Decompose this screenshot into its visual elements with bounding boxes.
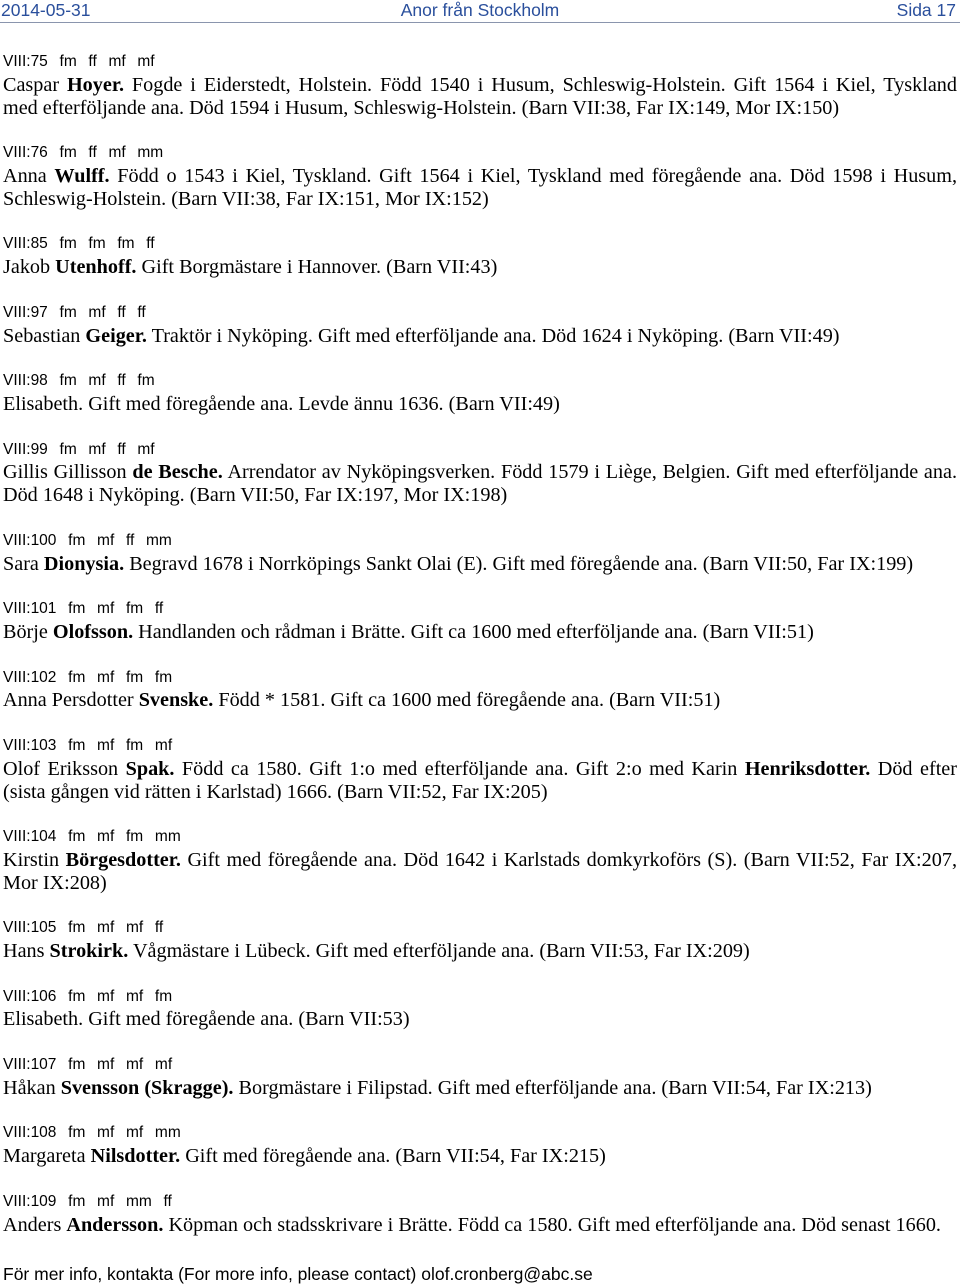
entry-body-line <box>3 393 957 416</box>
entry-surname: Hoyer. <box>66 73 124 96</box>
entry-text: Fogde i Eiderstedt, Holstein. Född 1540 i Husum, Schleswig-Holstein. Gift 1564 i Kiel, Tyskland <box>124 73 957 96</box>
ancestor-entry <box>3 142 957 210</box>
entry-body-line <box>3 849 957 872</box>
entry-heading: VIII:102 fm mf fm fm <box>3 668 173 686</box>
header-title: Anor från Stockholm <box>400 0 560 20</box>
entry-text: (sista gången vid rätten i Karlstad) 1666. (Barn VII:52, Far IX:205) <box>3 780 548 803</box>
ancestor-entry <box>3 917 957 963</box>
entry-surname: Börgesdotter. <box>65 848 181 871</box>
page-header <box>0 0 960 21</box>
entry-heading: VIII:107 fm mf mf mf <box>3 1056 173 1074</box>
entry-surname: Andersson. <box>66 1213 164 1236</box>
ancestor-entry <box>3 1054 957 1100</box>
entry-surname: Dionysia. <box>43 552 125 575</box>
entry-text: Traktör i Nyköping. Gift med efterföljande ana. Död 1624 i Nyköping. (Barn VII:49) <box>146 324 840 347</box>
entry-heading: VIII:104 fm mf fm mm <box>3 828 181 846</box>
entry-body-line <box>3 165 957 188</box>
entry-text: Född * 1581. Gift ca 1600 med föregående ana. (Barn VII:51) <box>213 689 721 712</box>
ancestor-entry <box>3 530 957 576</box>
entry-text: Börje <box>3 620 53 643</box>
ancestor-entry <box>3 1191 957 1237</box>
entry-heading: VIII:106 fm mf mf fm <box>3 987 173 1005</box>
entry-heading: VIII:105 fm mf mf ff <box>3 919 164 937</box>
entry-text: Gift Borgmästare i Hannover. (Barn VII:43) <box>136 256 498 279</box>
entry-body-line <box>3 1008 957 1031</box>
ancestor-entry <box>3 370 957 416</box>
entry-body-line <box>3 781 957 804</box>
entry-text: Vågmästare i Lübeck. Gift med efterföljande ana. (Barn VII:53, Far IX:209) <box>128 940 750 963</box>
entry-heading: VIII:98 fm mf ff fm <box>3 372 155 390</box>
entry-text: Anna <box>3 164 55 187</box>
entry-heading: VIII:76 fm ff mf mm <box>3 144 164 162</box>
entry-body-line <box>3 940 957 963</box>
entry-text: Elisabeth. Gift med föregående ana. (Barn VII:53) <box>3 1008 410 1031</box>
entry-text: Håkan <box>3 1076 61 1099</box>
entry-text: Elisabeth. Gift med föregående ana. Levde ännu 1636. (Barn VII:49) <box>3 392 560 415</box>
entry-surname: Svenske. <box>138 689 214 712</box>
entry-text: Gift med föregående ana. Död 1642 i Karlstads domkyrkoförs (S). (Barn VII:52, Far IX:207, <box>180 848 957 871</box>
entry-text: Kirstin <box>3 848 66 871</box>
entry-heading: VIII:108 fm mf mf mm <box>3 1124 181 1142</box>
entry-text: Schleswig-Holstein. (Barn VII:38, Far IX:151, Mor IX:152) <box>3 187 489 210</box>
header-page-number: Sida 17 <box>896 0 956 20</box>
entry-text: Caspar <box>3 73 67 96</box>
entry-text: Född ca 1580. Gift 1:o med efterföljande ana. Gift 2:o med Karin <box>174 757 745 780</box>
entry-body-line <box>3 621 957 644</box>
entry-body-line <box>3 256 957 279</box>
entry-surname: Nilsdotter. <box>90 1145 181 1168</box>
ancestor-list <box>3 51 957 1259</box>
entry-surname: de Besche. <box>132 461 223 484</box>
entry-surname: Utenhoff. <box>55 256 137 279</box>
ancestor-entry <box>3 667 957 713</box>
entry-body-line <box>3 689 957 712</box>
footer-contact: För mer info, kontakta (For more info, please contact) olof.cronberg@abc.se <box>3 1264 593 1284</box>
entry-text: Anna Persdotter <box>3 689 139 712</box>
entry-text: Jakob <box>3 256 56 279</box>
entry-text: Borgmästare i Filipstad. Gift med efterföljande ana. (Barn VII:54, Far IX:213) <box>233 1076 872 1099</box>
entry-heading: VIII:99 fm mf ff mf <box>3 440 155 458</box>
entry-body-line <box>3 758 957 781</box>
ancestor-entry <box>3 1122 957 1168</box>
entry-text: Sebastian <box>3 324 86 347</box>
entry-heading: VIII:103 fm mf fm mf <box>3 736 173 754</box>
entry-text: Begravd 1678 i Norrköpings Sankt Olai (E). Gift med föregående ana. (Barn VII:50, Far IX:199) <box>124 552 914 575</box>
ancestor-entry <box>3 735 957 803</box>
entry-heading: VIII:109 fm mf mm ff <box>3 1192 172 1210</box>
entry-body-line <box>3 1145 957 1168</box>
ancestor-entry <box>3 302 957 348</box>
entry-heading: VIII:101 fm mf fm ff <box>3 600 164 618</box>
entry-text: Född o 1543 i Kiel, Tyskland. Gift 1564 i Kiel, Tyskland med föregående ana. Död 1598 i Husum, <box>109 164 957 187</box>
entry-body-line <box>3 461 957 484</box>
entry-body-line <box>3 97 957 120</box>
ancestor-entry <box>3 986 957 1032</box>
ancestor-entry <box>3 598 957 644</box>
entry-text: Hans <box>3 940 50 963</box>
entry-text: Handlanden och rådman i Brätte. Gift ca 1600 med efterföljande ana. (Barn VII:51) <box>133 620 814 643</box>
entry-text: Gift med föregående ana. (Barn VII:54, Far IX:215) <box>180 1145 606 1168</box>
entry-text: Gillis Gillisson <box>3 461 133 484</box>
entry-heading: VIII:75 fm ff mf mf <box>3 53 155 70</box>
entry-surname: Spak. <box>125 757 175 780</box>
entry-body-line <box>3 553 957 576</box>
entry-body-line <box>3 74 957 97</box>
entry-surname: Olofsson. <box>52 620 134 643</box>
entry-body-line <box>3 188 957 211</box>
entry-surname: Wulff. <box>54 164 110 187</box>
entry-heading: VIII:97 fm mf ff ff <box>3 303 146 321</box>
entry-heading: VIII:85 fm fm fm ff <box>3 235 155 253</box>
ancestor-entry <box>3 233 957 279</box>
entry-body-line <box>3 872 957 895</box>
ancestor-entry <box>3 439 957 507</box>
entry-text: Mor IX:208) <box>3 871 107 894</box>
entry-body-line <box>3 484 957 507</box>
ancestor-entry <box>3 51 957 119</box>
entry-surname: Strokirk. <box>49 940 129 963</box>
entry-surname: Svensson (Skragge). <box>60 1076 234 1099</box>
ancestor-entry <box>3 826 957 894</box>
entry-text: Olof Eriksson <box>3 757 126 780</box>
entry-text: med efterföljande ana. Död 1594 i Husum, Schleswig-Holstein. (Barn VII:38, Far IX:149, Mor IX:150) <box>3 96 840 119</box>
entry-surname: Henriksdotter. <box>744 757 871 780</box>
entry-text: Död efter <box>870 757 957 780</box>
header-rule <box>0 22 960 23</box>
entry-text: Margareta <box>3 1145 91 1168</box>
entry-heading: VIII:100 fm mf ff mm <box>3 531 172 549</box>
entry-surname: Geiger. <box>85 324 147 347</box>
entry-text: Anders <box>3 1213 67 1236</box>
entry-body-line <box>3 1077 957 1100</box>
header-date: 2014-05-31 <box>1 0 91 20</box>
entry-body-line <box>3 325 957 348</box>
entry-text: Arrendator av Nyköpingsverken. Född 1579 i Liège, Belgien. Gift med efterföljande ana. <box>222 461 957 484</box>
entry-text: Köpman och stadsskrivare i Brätte. Född ca 1580. Gift med efterföljande ana. Död senast 1660. <box>163 1213 941 1236</box>
entry-text: Sara <box>3 552 44 575</box>
entry-text: Död 1648 i Nyköping. (Barn VII:50, Far IX:197, Mor IX:198) <box>3 484 508 507</box>
entry-body-line <box>3 1214 957 1237</box>
